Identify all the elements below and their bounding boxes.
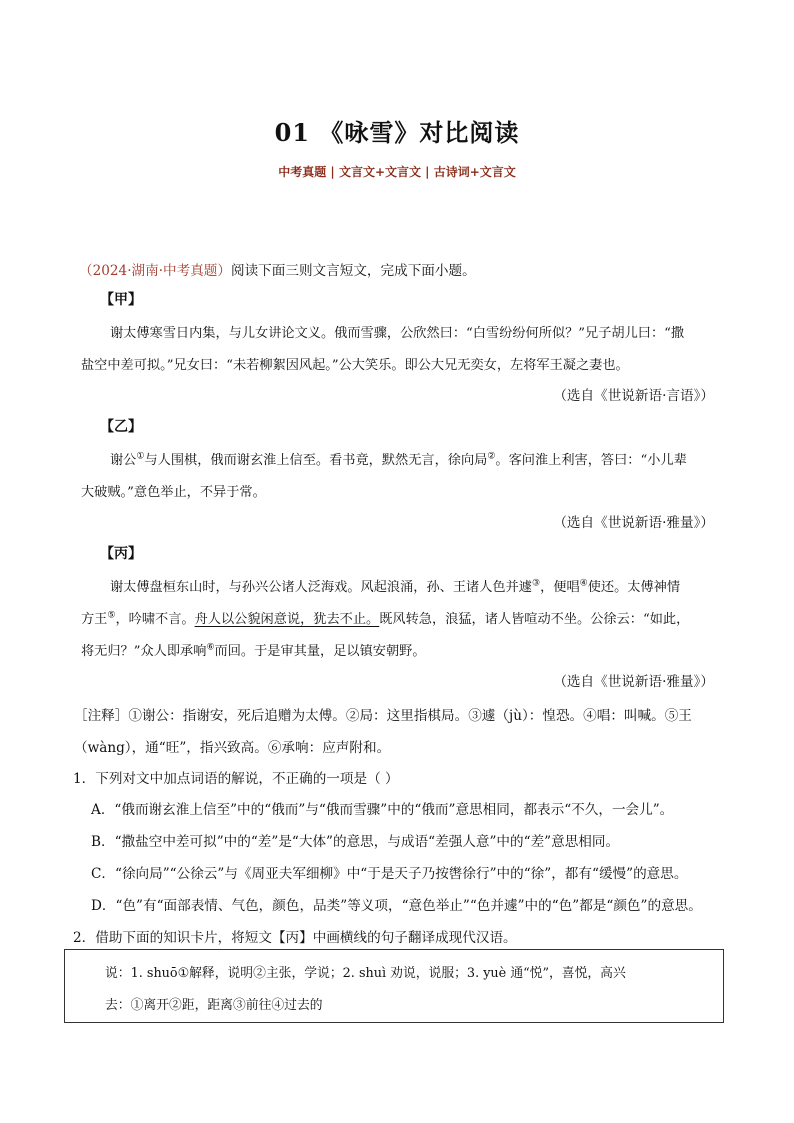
passage-label-bing: 【丙】 (100, 546, 142, 562)
option-d: D．“色”有“面部表情、气色，颜色，品类”等义项，“意色举止”“色并遽”中的“色”都是“颜色”的意思。 (91, 898, 702, 914)
footnote-mark: ① (136, 451, 145, 462)
passage-bing-line-1 (110, 576, 680, 595)
passage-yi-line-2: 大破贼。”意色举止，不异于常。 (81, 485, 266, 500)
text-span: 将无归？”众人即承响 (81, 644, 207, 659)
text-span: 。客问淮上利害，答曰：“小儿辈 (495, 453, 687, 468)
text-span: 方王 (81, 612, 108, 627)
text-span: 谢公 (110, 453, 137, 468)
page-title: 01 《咏雪》对比阅读 (274, 118, 520, 147)
text-span: 与人围棋，俄而谢玄淮上信至。看书竟，默然无言，徐向局 (144, 453, 488, 468)
text-span: 而回。于是审其量，足以镇安朝野。 (214, 644, 426, 659)
text-span: 使还。太傅神情 (587, 580, 681, 595)
footnote-mark: ⑥ (206, 642, 215, 653)
question-2: 2．借助下面的知识卡片，将短文【丙】中画横线的句子翻译成现代汉语。 (73, 930, 517, 946)
text-span: ，便唱 (540, 580, 580, 595)
passage-bing-line-2 (81, 608, 689, 627)
notes-line-2: （wàng），通“旺”，指兴致高。⑥承响：应声附和。 (74, 740, 391, 756)
underlined-sentence: 舟人以公貌闲意说，犹去不止。 (194, 612, 380, 627)
notes-line-1: ［注释］①谢公：指谢安，死后追赠为太傅。②局：这里指棋局。③遽（jù）：惶恐。④唱：叫喊。⑤王 (74, 708, 692, 724)
passage-jia-line-1: 谢太傅寒雪日内集，与儿女讲论文义。俄而雪骤，公欣然曰：“白雪纷纷何所似？”兄子胡儿曰：“撒 (110, 326, 685, 341)
passage-yi-source: （选自《世说新语·雅量》） (553, 515, 714, 531)
card-line-shuo: 说：1. shuō①解释，说明②主张，学说；2. shuì 劝说，说服；3. yuè 通“悦”，喜悦，高兴 (105, 966, 626, 981)
passage-bing-source: （选自《世说新语·雅量》） (553, 674, 714, 690)
question-source: （2024·湖南·中考真题） (79, 263, 231, 279)
passage-label-yi: 【乙】 (100, 419, 142, 435)
footnote-mark: ④ (579, 578, 588, 589)
card-line-qu: 去：①离开②距，距离③前往④过去的 (105, 998, 323, 1013)
text-span: 谢太傅盘桓东山时，与孙兴公诸人泛海戏。风起浪涌，孙、王诸人色并遽 (110, 580, 532, 595)
option-a: A．“俄而谢玄淮上信至”中的“俄而”与“俄而雪骤”中的“俄而”意思相同，都表示“不久，一会儿”。 (91, 802, 674, 818)
intro-line (79, 259, 476, 279)
option-b: B．“撒盐空中差可拟”中的“差”是“大体”的意思，与成语“差强人意”中的“差”意思相同。 (91, 834, 620, 850)
knowledge-card (64, 949, 724, 1023)
passage-bing-line-3 (81, 640, 426, 659)
passage-label-jia: 【甲】 (100, 292, 142, 308)
footnote-mark: ② (487, 451, 496, 462)
passage-jia-source: （选自《世说新语·言语》） (553, 388, 714, 404)
text-span: ，吟啸不言。 (115, 612, 195, 627)
footnote-mark: ③ (532, 578, 541, 589)
page-subtitle: 中考真题 | 文言文+文言文 | 古诗词+文言文 (278, 165, 516, 179)
question-1: 1．下列对文中加点词语的解说，不正确的一项是（ ） (73, 771, 399, 787)
footnote-mark: ⑤ (107, 610, 116, 621)
option-c: C．“徐向局”“公徐云”与《周亚夫军细柳》中“于是天子乃按辔徐行”中的“徐”，都有“缓慢”的意思。 (91, 866, 688, 882)
intro-instruction: 阅读下面三则文言短文，完成下面小题。 (231, 263, 476, 279)
text-span: 既风转急，浪猛，诸人皆喧动不坐。公徐云：“如此， (379, 612, 690, 627)
passage-yi-line-1 (110, 449, 687, 468)
passage-jia-line-2: 盐空中差可拟。”兄女曰：“未若柳絮因风起。”公大笑乐。即公大兄无奕女，左将军王凝之妻也。 (81, 358, 629, 373)
